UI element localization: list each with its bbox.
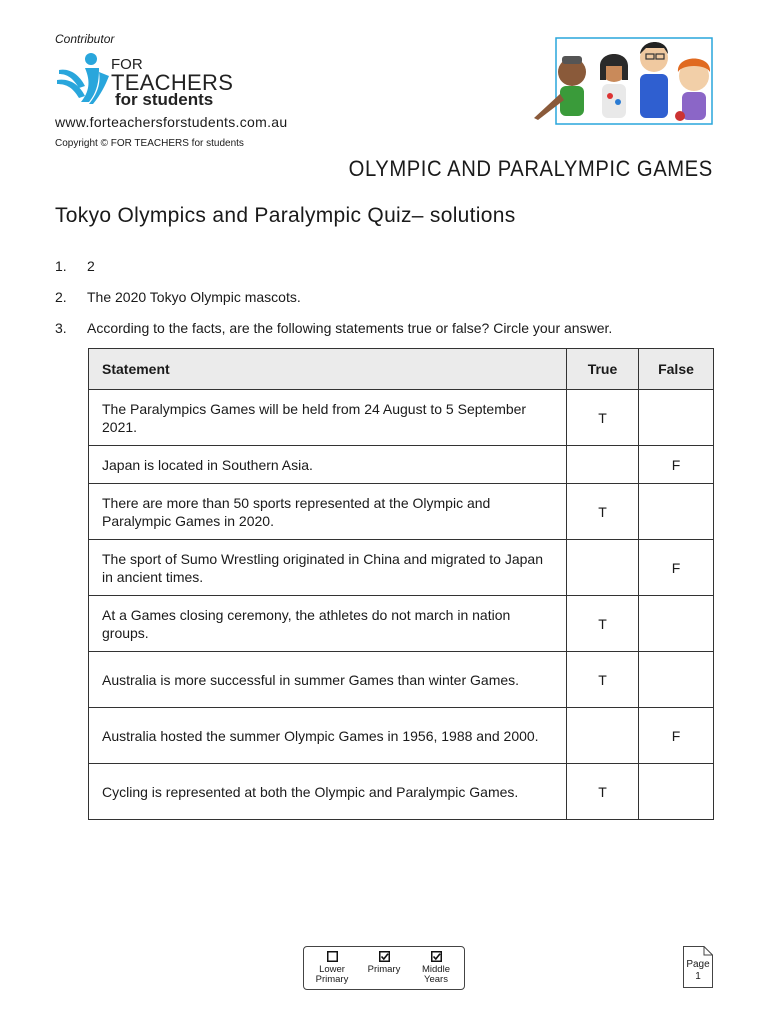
table-row	[89, 652, 714, 708]
statement-cell: The sport of Sumo Wrestling originated in China and migrated to Japan in ancient times.	[89, 540, 567, 596]
level-primary	[359, 951, 409, 975]
false-cell[interactable]: F	[639, 446, 714, 484]
question-answer: The 2020 Tokyo Olympic mascots.	[87, 289, 301, 305]
table-header-row	[89, 349, 714, 390]
false-cell[interactable]: F	[639, 540, 714, 596]
false-cell[interactable]	[639, 652, 714, 708]
true-cell[interactable]: T	[567, 596, 639, 652]
question-item	[55, 289, 301, 305]
empty-checkbox-icon	[327, 951, 338, 962]
section-title: OLYMPIC AND PARALYMPIC GAMES	[348, 156, 713, 181]
page-number	[683, 959, 713, 983]
level-lower-primary	[307, 951, 357, 985]
contributor-label: Contributor	[55, 32, 115, 46]
logo-text-teachers: TEACHERS	[111, 70, 234, 95]
level-label: Primary	[367, 964, 401, 975]
statement-cell: Australia hosted the summer Olympic Games in 1956, 1988 and 2000.	[89, 708, 567, 764]
false-cell[interactable]	[639, 764, 714, 820]
header-false: False	[639, 349, 714, 390]
true-cell[interactable]: T	[567, 652, 639, 708]
level-label: Middle Years	[422, 964, 450, 985]
true-cell[interactable]: T	[567, 390, 639, 446]
statement-cell: Australia is more successful in summer Games than winter Games.	[89, 652, 567, 708]
page-value: 1	[695, 971, 701, 982]
false-cell[interactable]	[639, 484, 714, 540]
logo-text-for: FOR	[111, 56, 143, 73]
for-teachers-logo	[55, 52, 255, 110]
table-row	[89, 390, 714, 446]
false-cell[interactable]	[639, 390, 714, 446]
question-number: 3.	[55, 320, 67, 336]
header-true: True	[567, 349, 639, 390]
statement-cell: The Paralympics Games will be held from 24 August to 5 September 2021.	[89, 390, 567, 446]
copyright-notice: Copyright © FOR TEACHERS for students	[55, 138, 244, 149]
quiz-title: Tokyo Olympics and Paralympic Quiz– solutions	[55, 204, 516, 227]
true-cell[interactable]: T	[567, 484, 639, 540]
year-levels-box	[303, 946, 465, 990]
statement-cell: Japan is located in Southern Asia.	[89, 446, 567, 484]
question-number: 2.	[55, 289, 67, 305]
statements-table	[88, 348, 714, 820]
checked-checkbox-icon	[379, 951, 390, 962]
true-cell[interactable]	[567, 446, 639, 484]
true-cell[interactable]: T	[567, 764, 639, 820]
header-statement: Statement	[89, 349, 567, 390]
true-cell[interactable]	[567, 708, 639, 764]
question-answer: According to the facts, are the following statements true or false? Circle your answer.	[87, 320, 613, 336]
mascots-illustration	[530, 36, 720, 128]
false-cell[interactable]: F	[639, 708, 714, 764]
statement-cell: Cycling is represented at both the Olympic and Paralympic Games.	[89, 764, 567, 820]
table-row	[89, 540, 714, 596]
question-item	[55, 258, 95, 274]
statement-cell: At a Games closing ceremony, the athletes do not march in nation groups.	[89, 596, 567, 652]
logo-text-students: for students	[115, 90, 214, 109]
level-label: Lower Primary	[315, 964, 349, 985]
question-item	[55, 320, 612, 336]
table-row	[89, 764, 714, 820]
statement-cell: There are more than 50 sports represented at the Olympic and Paralympic Games in 2020.	[89, 484, 567, 540]
table-row	[89, 484, 714, 540]
question-number: 1.	[55, 258, 67, 274]
checked-checkbox-icon	[431, 951, 442, 962]
logo-icon	[55, 52, 111, 108]
question-answer: 2	[87, 258, 95, 274]
page-label: Page	[686, 959, 710, 970]
table-row	[89, 708, 714, 764]
false-cell[interactable]	[639, 596, 714, 652]
table-row	[89, 596, 714, 652]
level-middle-years	[411, 951, 461, 985]
true-cell[interactable]	[567, 540, 639, 596]
table-row	[89, 446, 714, 484]
website-url: www.forteachersforstudents.com.au	[55, 114, 288, 130]
